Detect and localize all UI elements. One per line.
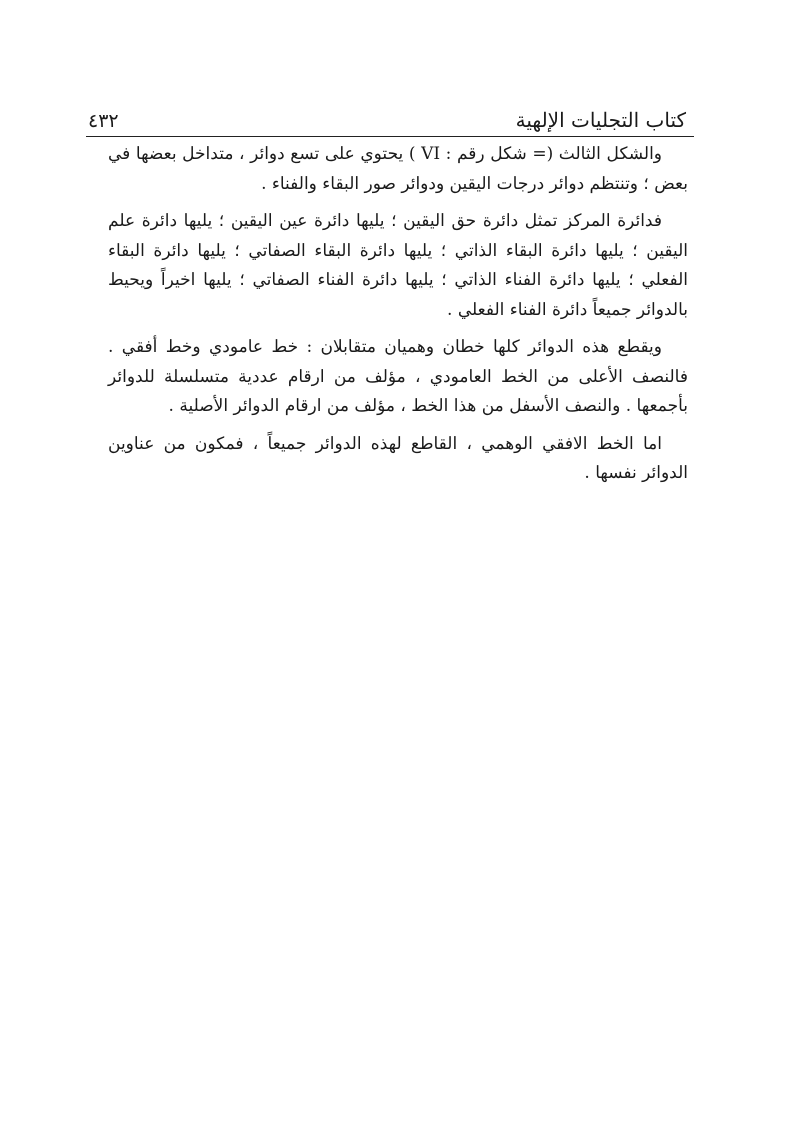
header-rule (86, 136, 694, 137)
page-number: ٤٣٢ (88, 110, 119, 132)
page-header (88, 106, 688, 136)
paragraph-horizontal-line: اما الخط الافقي الوهمي ، القاطع لهذه الدوائر جميعاً ، فمكون من عناوين الدوائر نفسها . (108, 433, 688, 483)
paragraph-center-circles: فدائرة المركز تمثل دائرة حق اليقين ؛ يليها دائرة عين اليقين ؛ يليها دائرة علم اليقين ؛ يليها دائرة البقاء الذاتي ؛ يليها دائرة البقاء الصفاتي ؛ يليها دائرة البقاء الفعلي ؛ يليها دائرة الفناء الذاتي ؛ يليها دائرة الفناء الصفاتي ؛ يليها اخيراً ويحيط بالدوائر جميعاً دائرة الفناء الفعلي . (108, 211, 688, 320)
paragraph-third-figure: والشكل الثالث (= شكل رقم : VI ) يحتوي على تسع دوائر ، متداخل بعضها في بعض ؛ وتنتظم دوائر درجات اليقين ودوائر صور البقاء والفناء . (108, 144, 688, 194)
running-title: كتاب التجليات الإلهية (515, 108, 686, 132)
body-text (108, 140, 688, 497)
paragraph-lines: ويقطع هذه الدوائر كلها خطان وهميان متقابلان : خط عامودي وخط أفقي . فالنصف الأعلى من الخط العامودي ، مؤلف من ارقام عددية متسلسلة للدوائر بأجمعها . والنصف الأسفل من هذا الخط ، مؤلف من ارقام الدوائر الأصلية . (108, 337, 688, 416)
